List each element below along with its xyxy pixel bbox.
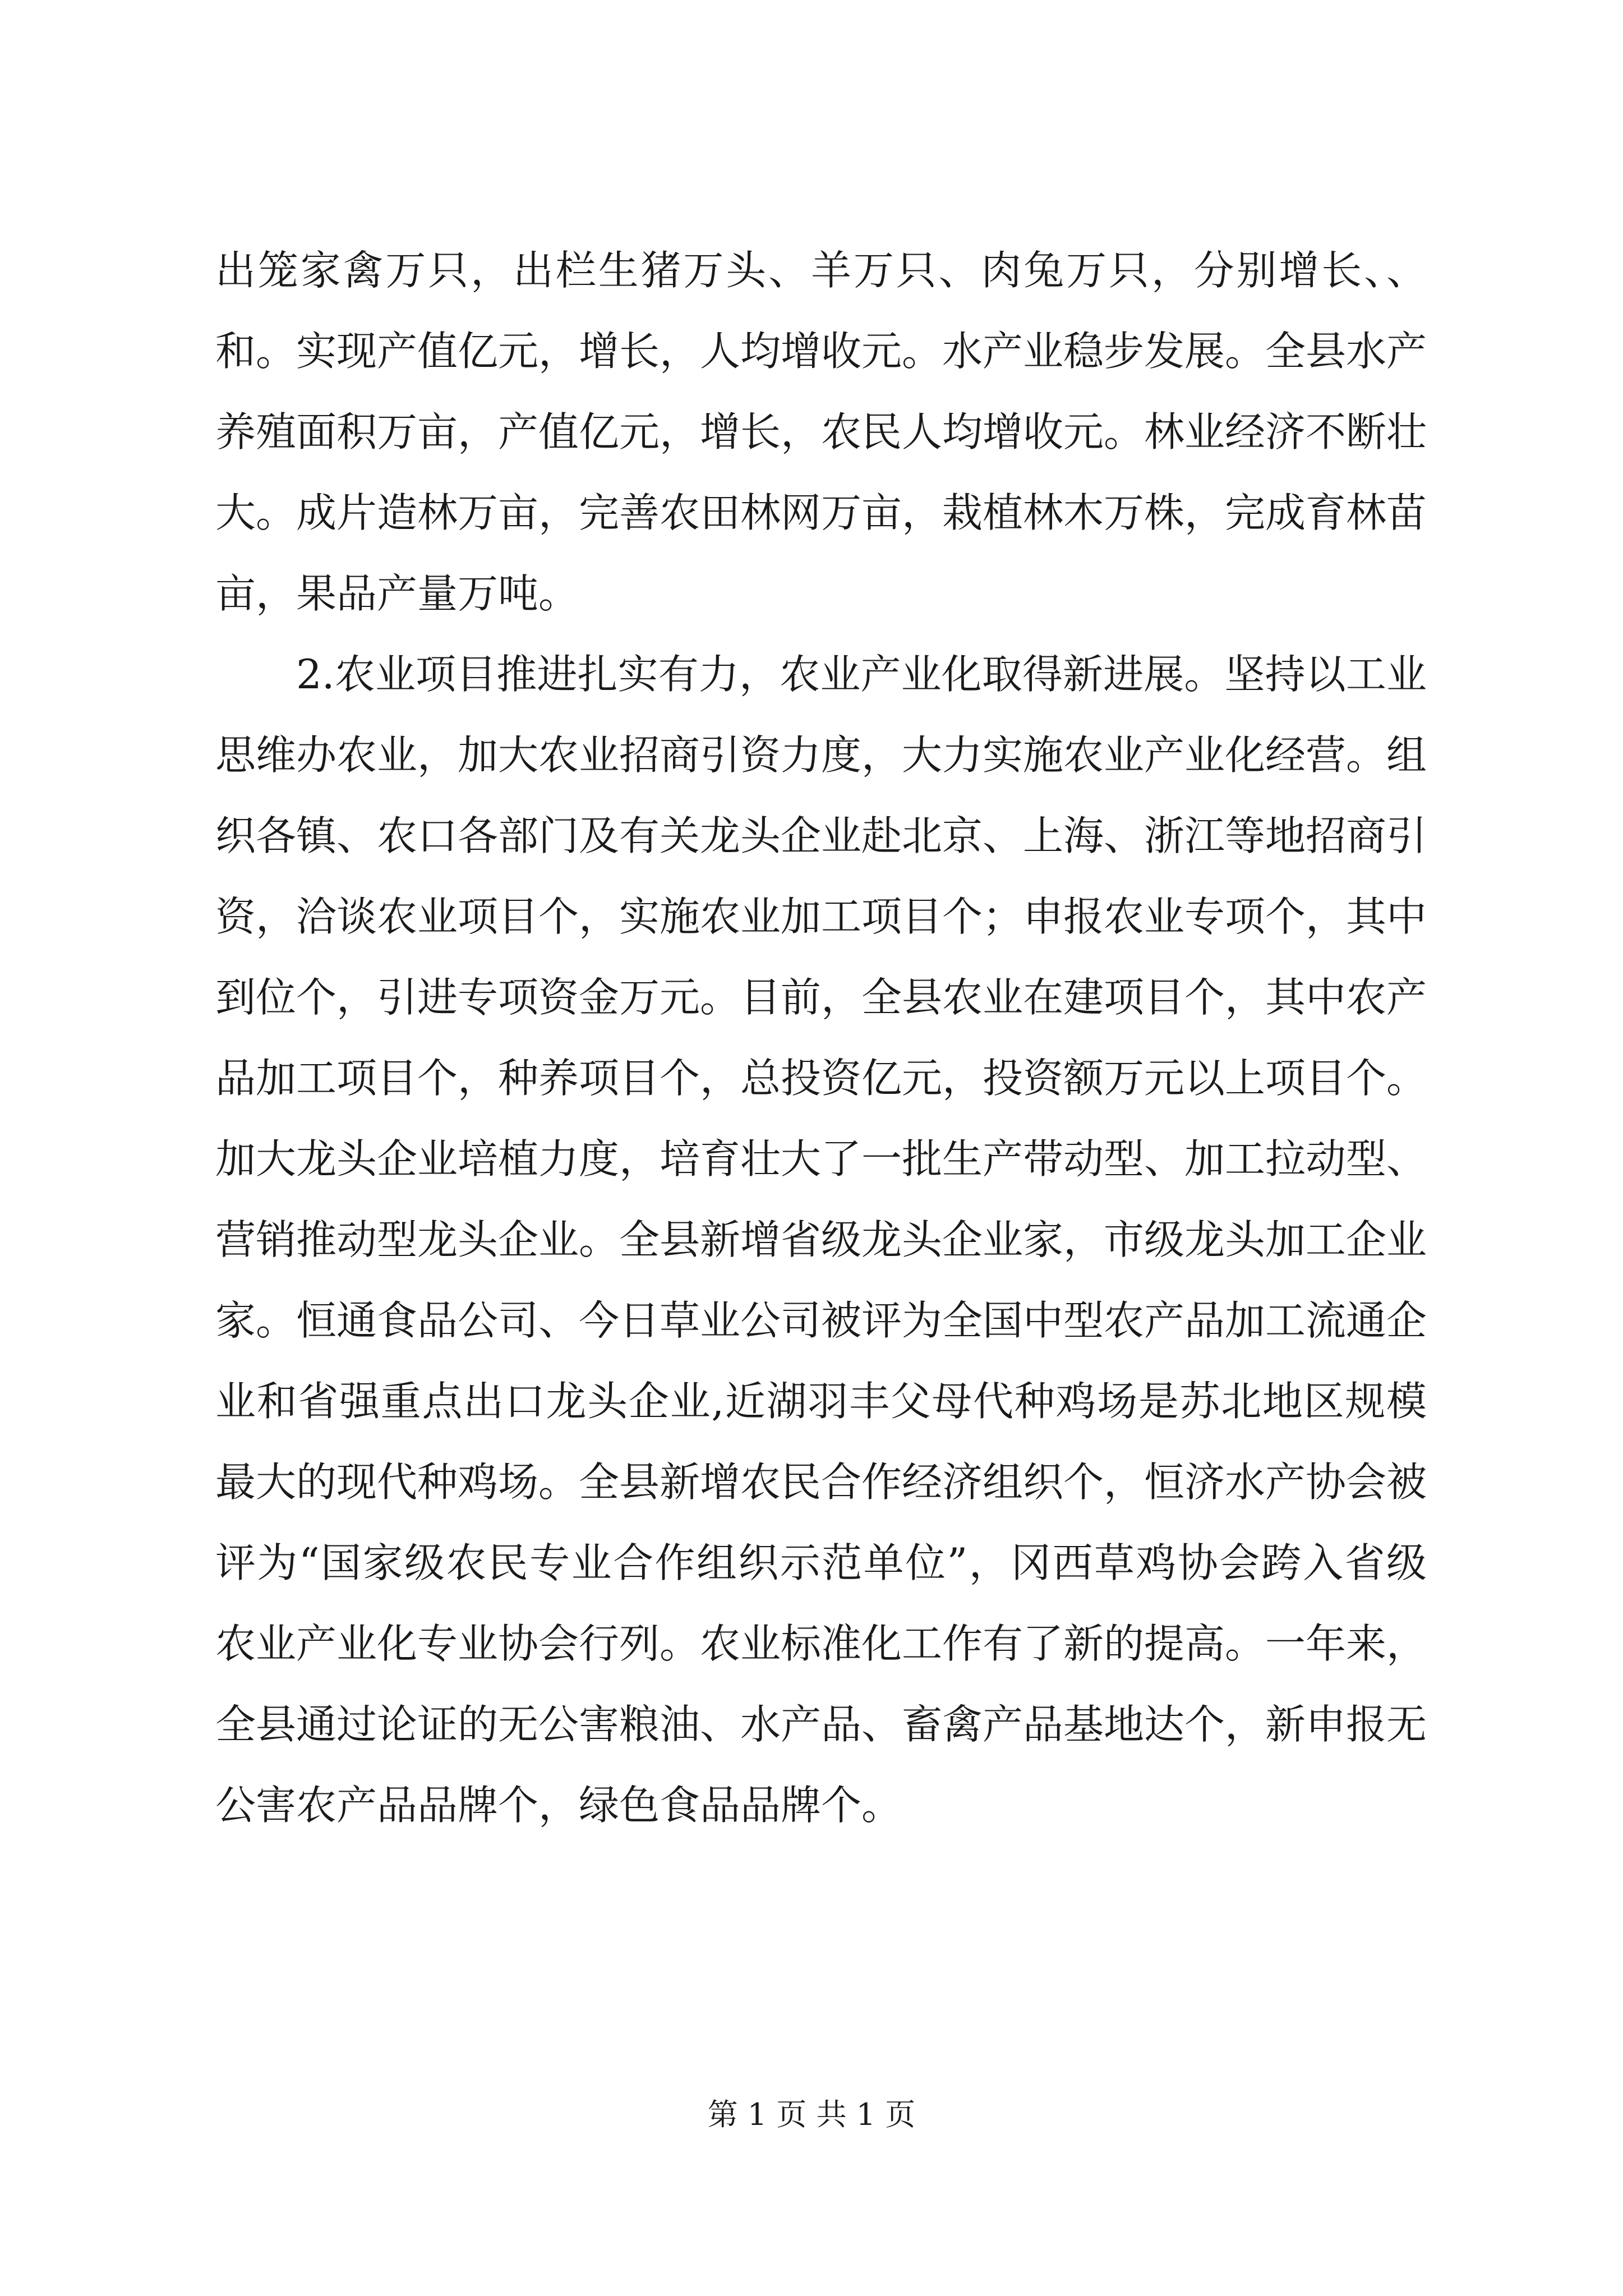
paragraph-1: 出笼家禽万只，出栏生猪万头、羊万只、肉兔万只，分别增长、、和。实现产值亿元，增长，人均增收元。水产业稳步发展。全县水产养殖面积万亩，产值亿元，增长，农民人均增收元。林业经济不断壮大。成片造林万亩，完善农田林网万亩，栽植林木万株，完成育林苗亩，果品产量万吨。: [215, 247, 1427, 617]
body-text: [215, 230, 1427, 1846]
page-number-label: 第 1 页 共 1 页: [707, 2097, 916, 2132]
paragraph-2: 2.农业项目推进扎实有力，农业产业化取得新进展。坚持以工业思维办农业，加大农业招商引资力度，大力实施农业产业化经营。组织各镇、农口各部门及有关龙头企业赴北京、上海、浙江等地招商引资，洽谈农业项目个，实施农业加工项目个；申报农业专项个，其中到位个，引进专项资金万元。目前，全县农业在建项目个，其中农产品加工项目个，种养项目个，总投资亿元，投资额万元以上项目个。加大龙头企业培植力度，培育壮大了一批生产带动型、加工拉动型、营销推动型龙头企业。全县新增省级龙头企业家，市级龙头加工企业家。恒通食品公司、今日草业公司被评为全国中型农产品加工流通企业和省强重点出口龙头企业,近湖羽丰父母代种鸡场是苏北地区规模最大的现代种鸡场。全县新增农民合作经济组织个，恒济水产协会被评为“国家级农民专业合作组织示范单位”，冈西草鸡协会跨入省级农业产业化专业协会行列。农业标准化工作有了新的提高。一年来，全县通过论证的无公害粮油、水产品、畜禽产品基地达个，新申报无公害农产品品牌个，绿色食品品牌个。: [215, 651, 1427, 1829]
page-footer: [0, 2095, 1623, 2134]
